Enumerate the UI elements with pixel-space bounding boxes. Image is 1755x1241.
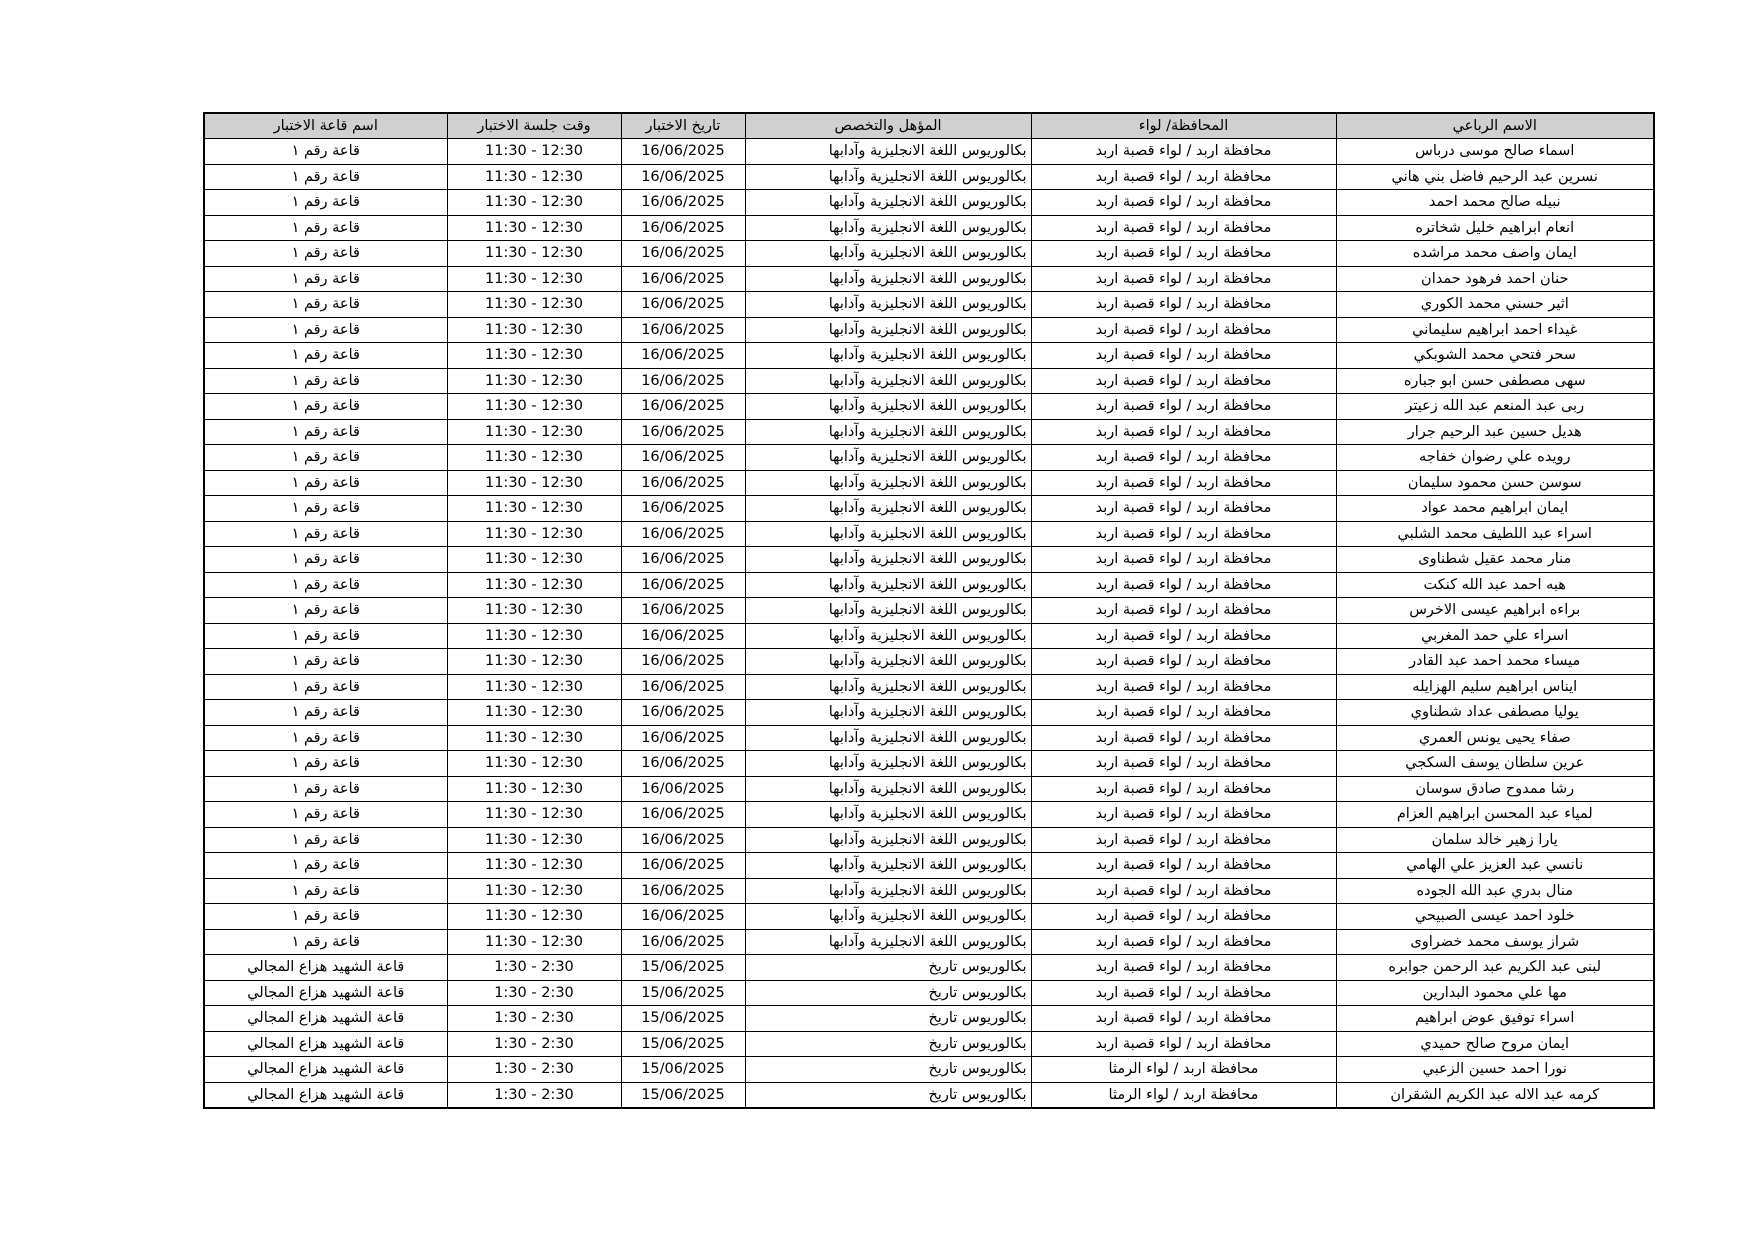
exam-date-cell: 16/06/2025 (621, 547, 745, 573)
table-row (204, 572, 1654, 598)
exam-hall-cell: قاعة رقم ١ (204, 317, 447, 343)
qualification-cell: بكالوريوس تاريخ (745, 1006, 1031, 1032)
exam-date-cell: 15/06/2025 (621, 1082, 745, 1108)
table-row (204, 1057, 1654, 1083)
exam-date-cell: 16/06/2025 (621, 266, 745, 292)
exam-date-cell: 16/06/2025 (621, 139, 745, 165)
table-row (204, 266, 1654, 292)
table-row (204, 547, 1654, 573)
table-row (204, 904, 1654, 930)
student-name-cell: ايناس ابراهيم سليم الهزايله (1336, 674, 1654, 700)
exam-date-cell: 16/06/2025 (621, 802, 745, 828)
exam-hall-cell: قاعة رقم ١ (204, 343, 447, 369)
exam-date-cell: 16/06/2025 (621, 751, 745, 777)
student-name-cell: منار محمد عقيل شطناوى (1336, 547, 1654, 573)
exam-hall-cell: قاعة رقم ١ (204, 241, 447, 267)
student-name-cell: حنان احمد فرهود حمدان (1336, 266, 1654, 292)
exam-time-cell: 11:30 - 12:30 (447, 904, 621, 930)
qualification-cell: بكالوريوس اللغة الانجليزية وآدابها (745, 700, 1031, 726)
exam-hall-cell: قاعة رقم ١ (204, 827, 447, 853)
exam-time-cell: 11:30 - 12:30 (447, 445, 621, 471)
exam-hall-cell: قاعة رقم ١ (204, 904, 447, 930)
student-name-cell: نورا احمد حسين الزعبي (1336, 1057, 1654, 1083)
exam-time-cell: 11:30 - 12:30 (447, 190, 621, 216)
student-name-cell: غيداء احمد ابراهيم سليماني (1336, 317, 1654, 343)
exam-time-cell: 11:30 - 12:30 (447, 241, 621, 267)
governorate-cell: محافظة اربد / لواء قصبة اربد (1031, 929, 1336, 955)
table-row (204, 496, 1654, 522)
governorate-cell: محافظة اربد / لواء قصبة اربد (1031, 241, 1336, 267)
table-row (204, 241, 1654, 267)
exam-hall-cell: قاعة الشهيد هزاع المجالي (204, 1082, 447, 1108)
exam-time-cell: 11:30 - 12:30 (447, 547, 621, 573)
exam-time-cell: 11:30 - 12:30 (447, 929, 621, 955)
governorate-cell: محافظة اربد / لواء قصبة اربد (1031, 853, 1336, 879)
student-name-cell: سهى مصطفى حسن ابو جباره (1336, 368, 1654, 394)
qualification-cell: بكالوريوس اللغة الانجليزية وآدابها (745, 139, 1031, 165)
header-exam-time: وقت جلسة الاختبار (447, 113, 621, 139)
exam-date-cell: 16/06/2025 (621, 674, 745, 700)
exam-date-cell: 16/06/2025 (621, 623, 745, 649)
exam-date-cell: 16/06/2025 (621, 215, 745, 241)
exam-hall-cell: قاعة رقم ١ (204, 164, 447, 190)
exam-date-cell: 16/06/2025 (621, 929, 745, 955)
exam-hall-cell: قاعة رقم ١ (204, 853, 447, 879)
exam-hall-cell: قاعة رقم ١ (204, 776, 447, 802)
qualification-cell: بكالوريوس اللغة الانجليزية وآدابها (745, 827, 1031, 853)
exam-time-cell: 11:30 - 12:30 (447, 266, 621, 292)
exam-hall-cell: قاعة رقم ١ (204, 674, 447, 700)
exam-time-cell: 1:30 - 2:30 (447, 1006, 621, 1032)
governorate-cell: محافظة اربد / لواء قصبة اربد (1031, 139, 1336, 165)
header-exam-hall: اسم قاعة الاختبار (204, 113, 447, 139)
table-row (204, 1031, 1654, 1057)
qualification-cell: بكالوريوس اللغة الانجليزية وآدابها (745, 904, 1031, 930)
header-qualification: المؤهل والتخصص (745, 113, 1031, 139)
qualification-cell: بكالوريوس اللغة الانجليزية وآدابها (745, 674, 1031, 700)
qualification-cell: بكالوريوس اللغة الانجليزية وآدابها (745, 317, 1031, 343)
governorate-cell: محافظة اربد / لواء قصبة اربد (1031, 955, 1336, 981)
header-name: الاسم الرباعي (1336, 113, 1654, 139)
table-row (204, 980, 1654, 1006)
exam-hall-cell: قاعة رقم ١ (204, 751, 447, 777)
governorate-cell: محافظة اربد / لواء قصبة اربد (1031, 1031, 1336, 1057)
student-name-cell: ايمان ابراهيم محمد عواد (1336, 496, 1654, 522)
qualification-cell: بكالوريوس اللغة الانجليزية وآدابها (745, 572, 1031, 598)
governorate-cell: محافظة اربد / لواء قصبة اربد (1031, 802, 1336, 828)
table-row (204, 955, 1654, 981)
governorate-cell: محافظة اربد / لواء الرمثا (1031, 1082, 1336, 1108)
exam-hall-cell: قاعة رقم ١ (204, 215, 447, 241)
table-row (204, 1006, 1654, 1032)
qualification-cell: بكالوريوس اللغة الانجليزية وآدابها (745, 164, 1031, 190)
exam-hall-cell: قاعة رقم ١ (204, 445, 447, 471)
exam-date-cell: 16/06/2025 (621, 241, 745, 267)
exam-time-cell: 1:30 - 2:30 (447, 980, 621, 1006)
student-name-cell: صفاء يحيى يونس العمري (1336, 725, 1654, 751)
exam-hall-cell: قاعة الشهيد هزاع المجالي (204, 1006, 447, 1032)
exam-date-cell: 16/06/2025 (621, 649, 745, 675)
exam-time-cell: 11:30 - 12:30 (447, 496, 621, 522)
qualification-cell: بكالوريوس تاريخ (745, 955, 1031, 981)
student-name-cell: يوليا مصطفى عداد شطناوي (1336, 700, 1654, 726)
exam-hall-cell: قاعة رقم ١ (204, 700, 447, 726)
exam-time-cell: 11:30 - 12:30 (447, 368, 621, 394)
table-row (204, 368, 1654, 394)
exam-hall-cell: قاعة رقم ١ (204, 521, 447, 547)
qualification-cell: بكالوريوس اللغة الانجليزية وآدابها (745, 241, 1031, 267)
table-row (204, 725, 1654, 751)
exam-time-cell: 11:30 - 12:30 (447, 521, 621, 547)
exam-date-cell: 16/06/2025 (621, 394, 745, 420)
qualification-cell: بكالوريوس اللغة الانجليزية وآدابها (745, 547, 1031, 573)
governorate-cell: محافظة اربد / لواء قصبة اربد (1031, 215, 1336, 241)
exam-time-cell: 11:30 - 12:30 (447, 164, 621, 190)
exam-time-cell: 11:30 - 12:30 (447, 649, 621, 675)
governorate-cell: محافظة اربد / لواء قصبة اربد (1031, 649, 1336, 675)
exam-time-cell: 11:30 - 12:30 (447, 292, 621, 318)
table-body (204, 139, 1654, 1109)
exam-date-cell: 16/06/2025 (621, 904, 745, 930)
exam-date-cell: 16/06/2025 (621, 445, 745, 471)
table-row (204, 802, 1654, 828)
exam-time-cell: 1:30 - 2:30 (447, 1031, 621, 1057)
exam-hall-cell: قاعة الشهيد هزاع المجالي (204, 1057, 447, 1083)
student-name-cell: يارا زهير خالد سلمان (1336, 827, 1654, 853)
exam-time-cell: 11:30 - 12:30 (447, 700, 621, 726)
governorate-cell: محافظة اربد / لواء قصبة اربد (1031, 1006, 1336, 1032)
exam-time-cell: 11:30 - 12:30 (447, 343, 621, 369)
exam-time-cell: 11:30 - 12:30 (447, 674, 621, 700)
exam-time-cell: 11:30 - 12:30 (447, 139, 621, 165)
exam-date-cell: 16/06/2025 (621, 164, 745, 190)
exam-hall-cell: قاعة رقم ١ (204, 598, 447, 624)
governorate-cell: محافظة اربد / لواء قصبة اربد (1031, 751, 1336, 777)
exam-time-cell: 11:30 - 12:30 (447, 215, 621, 241)
qualification-cell: بكالوريوس اللغة الانجليزية وآدابها (745, 878, 1031, 904)
exam-hall-cell: قاعة رقم ١ (204, 623, 447, 649)
governorate-cell: محافظة اربد / لواء قصبة اربد (1031, 776, 1336, 802)
exam-date-cell: 15/06/2025 (621, 1006, 745, 1032)
student-name-cell: ايمان واصف محمد مراشده (1336, 241, 1654, 267)
qualification-cell: بكالوريوس اللغة الانجليزية وآدابها (745, 343, 1031, 369)
student-name-cell: هديل حسين عبد الرحيم جرار (1336, 419, 1654, 445)
table-row (204, 164, 1654, 190)
governorate-cell: محافظة اربد / لواء قصبة اربد (1031, 419, 1336, 445)
exam-hall-cell: قاعة الشهيد هزاع المجالي (204, 980, 447, 1006)
student-name-cell: لبنى عبد الكريم عبد الرحمن جوابره (1336, 955, 1654, 981)
qualification-cell: بكالوريوس اللغة الانجليزية وآدابها (745, 368, 1031, 394)
student-name-cell: مها علي محمود البدارين (1336, 980, 1654, 1006)
qualification-cell: بكالوريوس اللغة الانجليزية وآدابها (745, 623, 1031, 649)
exam-hall-cell: قاعة رقم ١ (204, 572, 447, 598)
exam-date-cell: 16/06/2025 (621, 700, 745, 726)
governorate-cell: محافظة اربد / لواء قصبة اربد (1031, 674, 1336, 700)
table-row (204, 776, 1654, 802)
exam-time-cell: 1:30 - 2:30 (447, 955, 621, 981)
table-row (204, 598, 1654, 624)
table-row (204, 827, 1654, 853)
header-governorate: المحافظة/ لواء (1031, 113, 1336, 139)
governorate-cell: محافظة اربد / لواء قصبة اربد (1031, 623, 1336, 649)
student-name-cell: ايمان مروح صالح حميدي (1336, 1031, 1654, 1057)
exam-date-cell: 16/06/2025 (621, 496, 745, 522)
exam-time-cell: 11:30 - 12:30 (447, 470, 621, 496)
qualification-cell: بكالوريوس اللغة الانجليزية وآدابها (745, 929, 1031, 955)
table-row (204, 419, 1654, 445)
table-row (204, 929, 1654, 955)
exam-time-cell: 11:30 - 12:30 (447, 317, 621, 343)
student-name-cell: نانسي عبد العزيز علي الهامي (1336, 853, 1654, 879)
exam-time-cell: 11:30 - 12:30 (447, 394, 621, 420)
exam-time-cell: 11:30 - 12:30 (447, 827, 621, 853)
qualification-cell: بكالوريوس اللغة الانجليزية وآدابها (745, 266, 1031, 292)
table-row (204, 445, 1654, 471)
exam-time-cell: 11:30 - 12:30 (447, 802, 621, 828)
table-row (204, 623, 1654, 649)
exam-time-cell: 1:30 - 2:30 (447, 1082, 621, 1108)
qualification-cell: بكالوريوس تاريخ (745, 980, 1031, 1006)
student-name-cell: سوسن حسن محمود سليمان (1336, 470, 1654, 496)
governorate-cell: محافظة اربد / لواء قصبة اربد (1031, 445, 1336, 471)
exam-date-cell: 16/06/2025 (621, 853, 745, 879)
exam-hall-cell: قاعة الشهيد هزاع المجالي (204, 955, 447, 981)
exam-date-cell: 16/06/2025 (621, 827, 745, 853)
exam-time-cell: 11:30 - 12:30 (447, 623, 621, 649)
qualification-cell: بكالوريوس اللغة الانجليزية وآدابها (745, 419, 1031, 445)
qualification-cell: بكالوريوس اللغة الانجليزية وآدابها (745, 725, 1031, 751)
exam-hall-cell: قاعة رقم ١ (204, 496, 447, 522)
qualification-cell: بكالوريوس تاريخ (745, 1057, 1031, 1083)
exam-time-cell: 11:30 - 12:30 (447, 572, 621, 598)
exam-hall-cell: قاعة رقم ١ (204, 547, 447, 573)
qualification-cell: بكالوريوس اللغة الانجليزية وآدابها (745, 190, 1031, 216)
governorate-cell: محافظة اربد / لواء قصبة اربد (1031, 878, 1336, 904)
governorate-cell: محافظة اربد / لواء قصبة اربد (1031, 292, 1336, 318)
table-row (204, 1082, 1654, 1108)
student-name-cell: لمياء عبد المحسن ابراهيم العزام (1336, 802, 1654, 828)
exam-date-cell: 16/06/2025 (621, 521, 745, 547)
exam-hall-cell: قاعة رقم ١ (204, 649, 447, 675)
student-name-cell: اسراء توفيق عوض ابراهيم (1336, 1006, 1654, 1032)
exam-hall-cell: قاعة رقم ١ (204, 368, 447, 394)
student-name-cell: رشا ممدوح صادق سوسان (1336, 776, 1654, 802)
governorate-cell: محافظة اربد / لواء الرمثا (1031, 1057, 1336, 1083)
exam-hall-cell: قاعة رقم ١ (204, 878, 447, 904)
table-row (204, 674, 1654, 700)
qualification-cell: بكالوريوس اللغة الانجليزية وآدابها (745, 445, 1031, 471)
table-header (204, 113, 1654, 139)
exam-hall-cell: قاعة رقم ١ (204, 802, 447, 828)
qualification-cell: بكالوريوس اللغة الانجليزية وآدابها (745, 853, 1031, 879)
qualification-cell: بكالوريوس اللغة الانجليزية وآدابها (745, 649, 1031, 675)
table-row (204, 751, 1654, 777)
qualification-cell: بكالوريوس اللغة الانجليزية وآدابها (745, 215, 1031, 241)
governorate-cell: محافظة اربد / لواء قصبة اربد (1031, 572, 1336, 598)
table-row (204, 878, 1654, 904)
governorate-cell: محافظة اربد / لواء قصبة اربد (1031, 827, 1336, 853)
exam-hall-cell: قاعة رقم ١ (204, 292, 447, 318)
governorate-cell: محافظة اربد / لواء قصبة اربد (1031, 317, 1336, 343)
student-name-cell: كرمه عبد الاله عبد الكريم الشقران (1336, 1082, 1654, 1108)
table-row (204, 853, 1654, 879)
student-name-cell: اثير حسني محمد الكوري (1336, 292, 1654, 318)
governorate-cell: محافظة اربد / لواء قصبة اربد (1031, 547, 1336, 573)
student-name-cell: رويده علي رضوان خفاجه (1336, 445, 1654, 471)
governorate-cell: محافظة اربد / لواء قصبة اربد (1031, 521, 1336, 547)
student-name-cell: ربى عبد المنعم عبد الله زعيتر (1336, 394, 1654, 420)
student-name-cell: عرين سلطان يوسف السكجي (1336, 751, 1654, 777)
qualification-cell: بكالوريوس اللغة الانجليزية وآدابها (745, 776, 1031, 802)
qualification-cell: بكالوريوس تاريخ (745, 1082, 1031, 1108)
table-row (204, 190, 1654, 216)
qualification-cell: بكالوريوس اللغة الانجليزية وآدابها (745, 802, 1031, 828)
exam-time-cell: 11:30 - 12:30 (447, 598, 621, 624)
governorate-cell: محافظة اربد / لواء قصبة اربد (1031, 598, 1336, 624)
exam-date-cell: 16/06/2025 (621, 419, 745, 445)
exam-date-cell: 15/06/2025 (621, 980, 745, 1006)
governorate-cell: محافظة اربد / لواء قصبة اربد (1031, 725, 1336, 751)
governorate-cell: محافظة اربد / لواء قصبة اربد (1031, 190, 1336, 216)
header-row (204, 113, 1654, 139)
governorate-cell: محافظة اربد / لواء قصبة اربد (1031, 394, 1336, 420)
exam-time-cell: 11:30 - 12:30 (447, 419, 621, 445)
exam-hall-cell: قاعة رقم ١ (204, 725, 447, 751)
exam-date-cell: 16/06/2025 (621, 368, 745, 394)
qualification-cell: بكالوريوس اللغة الانجليزية وآدابها (745, 751, 1031, 777)
table-row (204, 649, 1654, 675)
student-name-cell: براءه ابراهيم عيسى الاخرس (1336, 598, 1654, 624)
table-row (204, 343, 1654, 369)
exam-date-cell: 16/06/2025 (621, 470, 745, 496)
exam-date-cell: 16/06/2025 (621, 598, 745, 624)
table-row (204, 215, 1654, 241)
exam-hall-cell: قاعة رقم ١ (204, 266, 447, 292)
table-row (204, 139, 1654, 165)
exam-time-cell: 11:30 - 12:30 (447, 725, 621, 751)
table-row (204, 470, 1654, 496)
exam-date-cell: 16/06/2025 (621, 878, 745, 904)
exam-time-cell: 11:30 - 12:30 (447, 751, 621, 777)
qualification-cell: بكالوريوس اللغة الانجليزية وآدابها (745, 470, 1031, 496)
student-name-cell: منال بدري عبد الله الجوده (1336, 878, 1654, 904)
exam-hall-cell: قاعة رقم ١ (204, 190, 447, 216)
student-name-cell: شراز يوسف محمد خضراوى (1336, 929, 1654, 955)
governorate-cell: محافظة اربد / لواء قصبة اربد (1031, 470, 1336, 496)
qualification-cell: بكالوريوس اللغة الانجليزية وآدابها (745, 598, 1031, 624)
student-name-cell: سحر فتحي محمد الشوبكي (1336, 343, 1654, 369)
governorate-cell: محافظة اربد / لواء قصبة اربد (1031, 343, 1336, 369)
exam-time-cell: 11:30 - 12:30 (447, 878, 621, 904)
student-name-cell: اسراء علي حمد المغربي (1336, 623, 1654, 649)
exam-date-cell: 16/06/2025 (621, 572, 745, 598)
exam-time-cell: 11:30 - 12:30 (447, 776, 621, 802)
exam-time-cell: 1:30 - 2:30 (447, 1057, 621, 1083)
student-name-cell: نسرين عبد الرحيم فاضل بني هاني (1336, 164, 1654, 190)
exam-hall-cell: قاعة رقم ١ (204, 419, 447, 445)
table-row (204, 521, 1654, 547)
student-name-cell: خلود احمد عيسى الصبيحي (1336, 904, 1654, 930)
exam-hall-cell: قاعة الشهيد هزاع المجالي (204, 1031, 447, 1057)
exam-date-cell: 16/06/2025 (621, 776, 745, 802)
exam-time-cell: 11:30 - 12:30 (447, 853, 621, 879)
student-name-cell: اسراء عبد اللطيف محمد الشلبي (1336, 521, 1654, 547)
governorate-cell: محافظة اربد / لواء قصبة اربد (1031, 980, 1336, 1006)
exam-date-cell: 16/06/2025 (621, 317, 745, 343)
table-row (204, 292, 1654, 318)
qualification-cell: بكالوريوس اللغة الانجليزية وآدابها (745, 292, 1031, 318)
governorate-cell: محافظة اربد / لواء قصبة اربد (1031, 266, 1336, 292)
exam-date-cell: 15/06/2025 (621, 955, 745, 981)
exam-hall-cell: قاعة رقم ١ (204, 139, 447, 165)
student-name-cell: ميساء محمد احمد عبد القادر (1336, 649, 1654, 675)
governorate-cell: محافظة اربد / لواء قصبة اربد (1031, 904, 1336, 930)
qualification-cell: بكالوريوس تاريخ (745, 1031, 1031, 1057)
qualification-cell: بكالوريوس اللغة الانجليزية وآدابها (745, 521, 1031, 547)
exam-hall-cell: قاعة رقم ١ (204, 929, 447, 955)
governorate-cell: محافظة اربد / لواء قصبة اربد (1031, 700, 1336, 726)
student-name-cell: هبه احمد عبد الله كنكت (1336, 572, 1654, 598)
exam-date-cell: 15/06/2025 (621, 1057, 745, 1083)
exam-hall-cell: قاعة رقم ١ (204, 394, 447, 420)
header-exam-date: تاريخ الاختبار (621, 113, 745, 139)
exam-date-cell: 15/06/2025 (621, 1031, 745, 1057)
qualification-cell: بكالوريوس اللغة الانجليزية وآدابها (745, 496, 1031, 522)
table-row (204, 700, 1654, 726)
table-row (204, 394, 1654, 420)
governorate-cell: محافظة اربد / لواء قصبة اربد (1031, 164, 1336, 190)
exam-date-cell: 16/06/2025 (621, 725, 745, 751)
qualification-cell: بكالوريوس اللغة الانجليزية وآدابها (745, 394, 1031, 420)
exam-hall-cell: قاعة رقم ١ (204, 470, 447, 496)
student-name-cell: نبيله صالح محمد احمد (1336, 190, 1654, 216)
exam-schedule-table (203, 112, 1655, 1109)
student-name-cell: اسماء صالح موسى درباس (1336, 139, 1654, 165)
governorate-cell: محافظة اربد / لواء قصبة اربد (1031, 496, 1336, 522)
student-name-cell: انعام ابراهيم خليل شخاتره (1336, 215, 1654, 241)
exam-date-cell: 16/06/2025 (621, 343, 745, 369)
exam-date-cell: 16/06/2025 (621, 292, 745, 318)
table-row (204, 317, 1654, 343)
exam-date-cell: 16/06/2025 (621, 190, 745, 216)
governorate-cell: محافظة اربد / لواء قصبة اربد (1031, 368, 1336, 394)
